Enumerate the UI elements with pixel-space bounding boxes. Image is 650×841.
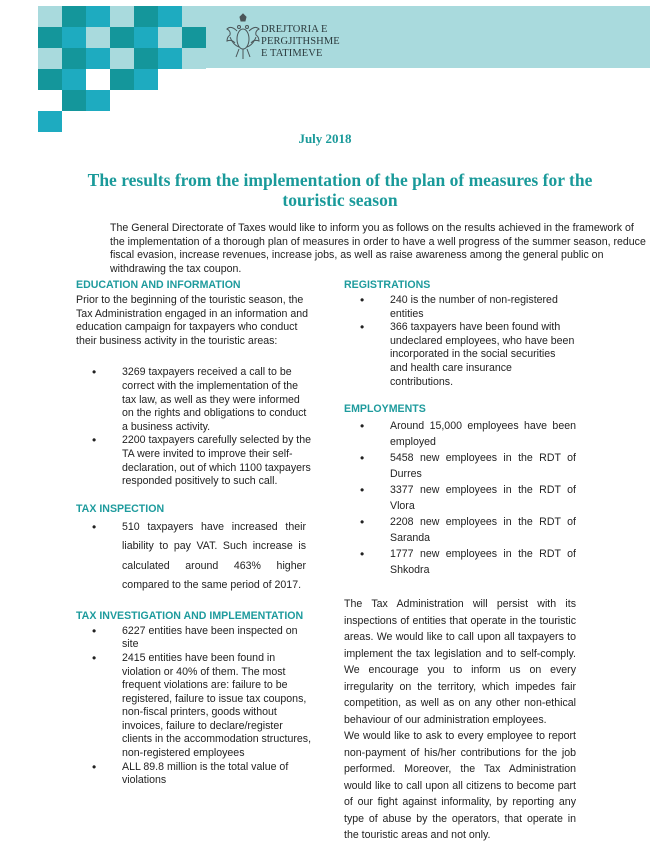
list-item: • 5458 new employees in the RDT of Durres	[344, 450, 576, 482]
education-paragraph: Prior to the beginning of the touristic season, the Tax Administration engaged in an information and education campaign for taxpayers who conduct their business activity in the touristic areas:	[76, 294, 309, 347]
document-title: The results from the implementation of the plan of measures for the touristic season	[87, 170, 593, 210]
list-item: • 6227 entities have been inspected on site	[76, 625, 312, 652]
list-item: • 3269 taxpayers received a call to be correct with the implementation of the tax law, as well as they were informed on the rights and obligations to conduct a business activity.	[76, 366, 312, 434]
list-item: • ALL 89.8 million is the total value of violations	[76, 761, 312, 788]
list-item: • 510 taxpayers have increased their liability to pay VAT. Such increase is calculated around 463% higher compared to the same period of 2017.	[76, 518, 306, 596]
list-item: • 2415 entities have been found in violation or 40% of them. The most frequent violations are: failure to be registered, failure to issue tax coupons, non-fiscal printers, goods without invoices, failure to declare/register clients in the accommodation structures, non-registered employees	[76, 652, 312, 761]
section-heading-investigation: TAX INVESTIGATION AND IMPLEMENTATION	[76, 609, 304, 622]
list-item: • 2200 taxpayers carefully selected by the TA were invited to improve their self-declaration, out of which 1100 taxpayers responded positively to such call.	[76, 434, 312, 488]
list-item: • 3377 new employees in the RDT of Vlora	[344, 482, 576, 514]
organization-name: DREJTORIA E PERGJITHSHME E TATIMEVE	[261, 24, 340, 59]
double-headed-eagle-emblem-icon	[226, 13, 260, 63]
section-heading-tax-inspection: TAX INSPECTION	[76, 502, 165, 515]
right-column	[344, 279, 576, 841]
closing-paragraph-1: The Tax Administration will persist with its inspections of entities that operate in the touristic areas. We would like to call upon all taxpayers to implement the tax legislation and to self-comply. We encourage you to inform us on every irregularity on the territory, which impedes fair competition, as well as on any other non-ethical behaviour of our administration employees.	[344, 598, 576, 726]
closing-paragraph-2: We would like to ask to every employee to report non-payment of his/her contributions for the job performed. Moreover, the Tax Administration would like to call upon all citizens to become part of our fight against informality, by reporting any type of abuse by the operators, that operate in the touristic areas and not only.	[344, 730, 576, 841]
employments-list	[344, 418, 576, 578]
document-date: July 2018	[298, 131, 352, 146]
list-item: • 2208 new employees in the RDT of Saranda	[344, 514, 576, 546]
list-item: • Around 15,000 employees have been employed	[344, 418, 576, 450]
left-column	[76, 279, 312, 788]
section-heading-education: EDUCATION AND INFORMATION	[76, 279, 241, 291]
registrations-list	[344, 294, 576, 389]
education-list	[76, 366, 312, 488]
section-heading-registrations: REGISTRATIONS	[344, 279, 431, 291]
tax-inspection-list	[76, 518, 312, 596]
intro-paragraph: The General Directorate of Taxes would like to inform you as follows on the results achieved in the framework of the implementation of a thorough plan of measures in order to have a well progress of the summer season, reduce fiscal evasion, increase revenues, increase jobs, as well as raise awareness among the general public on withdrawing the tax coupon.	[110, 222, 646, 275]
list-item: • 366 taxpayers have been found with undeclared employees, who have been incorporated in the social securities and health care insurance contributions.	[344, 321, 576, 389]
list-item: • 240 is the number of non-registered entities	[344, 294, 576, 321]
section-heading-employments: EMPLOYMENTS	[344, 403, 426, 416]
list-item: • 1777 new employees in the RDT of Shkodra	[344, 546, 576, 578]
investigation-list	[76, 625, 312, 788]
